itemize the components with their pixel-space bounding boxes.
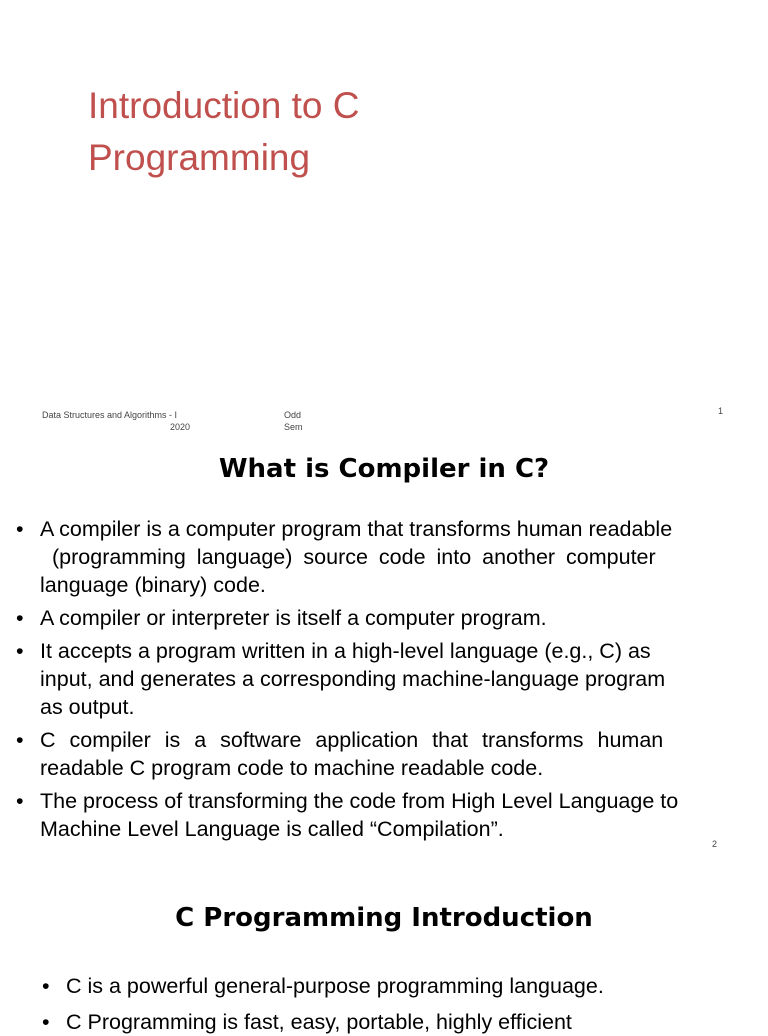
list-item: • It accepts a program written in a high-level language (e.g., C) as input, and generates a corresponding machine-language program as output. xyxy=(16,639,666,719)
bullet-icon: • xyxy=(16,606,24,630)
slide1-title-line1: Introduction to C xyxy=(88,85,360,126)
bullet-icon: • xyxy=(16,639,24,663)
bullet-icon: • xyxy=(16,789,24,813)
bullet-icon: • xyxy=(42,974,50,998)
slide1-footer-term2: Sem xyxy=(284,422,303,432)
slide1-footer-year: 2020 xyxy=(170,422,191,432)
slide1-footer-course: Data Structures and Algorithms - I xyxy=(42,410,178,420)
bullet-icon: • xyxy=(16,517,24,541)
slide2-page-number: 2 xyxy=(712,839,718,849)
slide3-title: C Programming Introduction xyxy=(175,903,593,933)
list-item: • A compiler is a computer program that transforms human readable (programming language) source code into another computer language (binary) code. xyxy=(16,517,673,597)
slide1-title xyxy=(88,80,688,184)
slide2-title: What is Compiler in C? xyxy=(218,454,550,484)
slide1-footer-term1: Odd xyxy=(284,410,302,420)
slide1-title-line2: Programming xyxy=(88,137,311,178)
slide2-bullet-list xyxy=(0,515,748,843)
list-item: • The process of transforming the code from High Level Language to Machine Level Language is called “Compilation”. xyxy=(16,789,679,841)
list-item: • C compiler is a software application that transforms human readable C program code to machine readable code. xyxy=(16,728,664,780)
bullet-icon: • xyxy=(42,1010,50,1034)
list-item: • C Programming is fast, easy, portable, highly efficient xyxy=(42,1010,572,1034)
slide3-bullet-list xyxy=(26,972,746,1036)
bullet-icon: • xyxy=(16,728,24,752)
list-item: • A compiler or interpreter is itself a computer program. xyxy=(16,606,547,630)
list-item: • C is a powerful general-purpose programming language. xyxy=(42,974,604,998)
slide1-page-number: 1 xyxy=(718,406,724,416)
